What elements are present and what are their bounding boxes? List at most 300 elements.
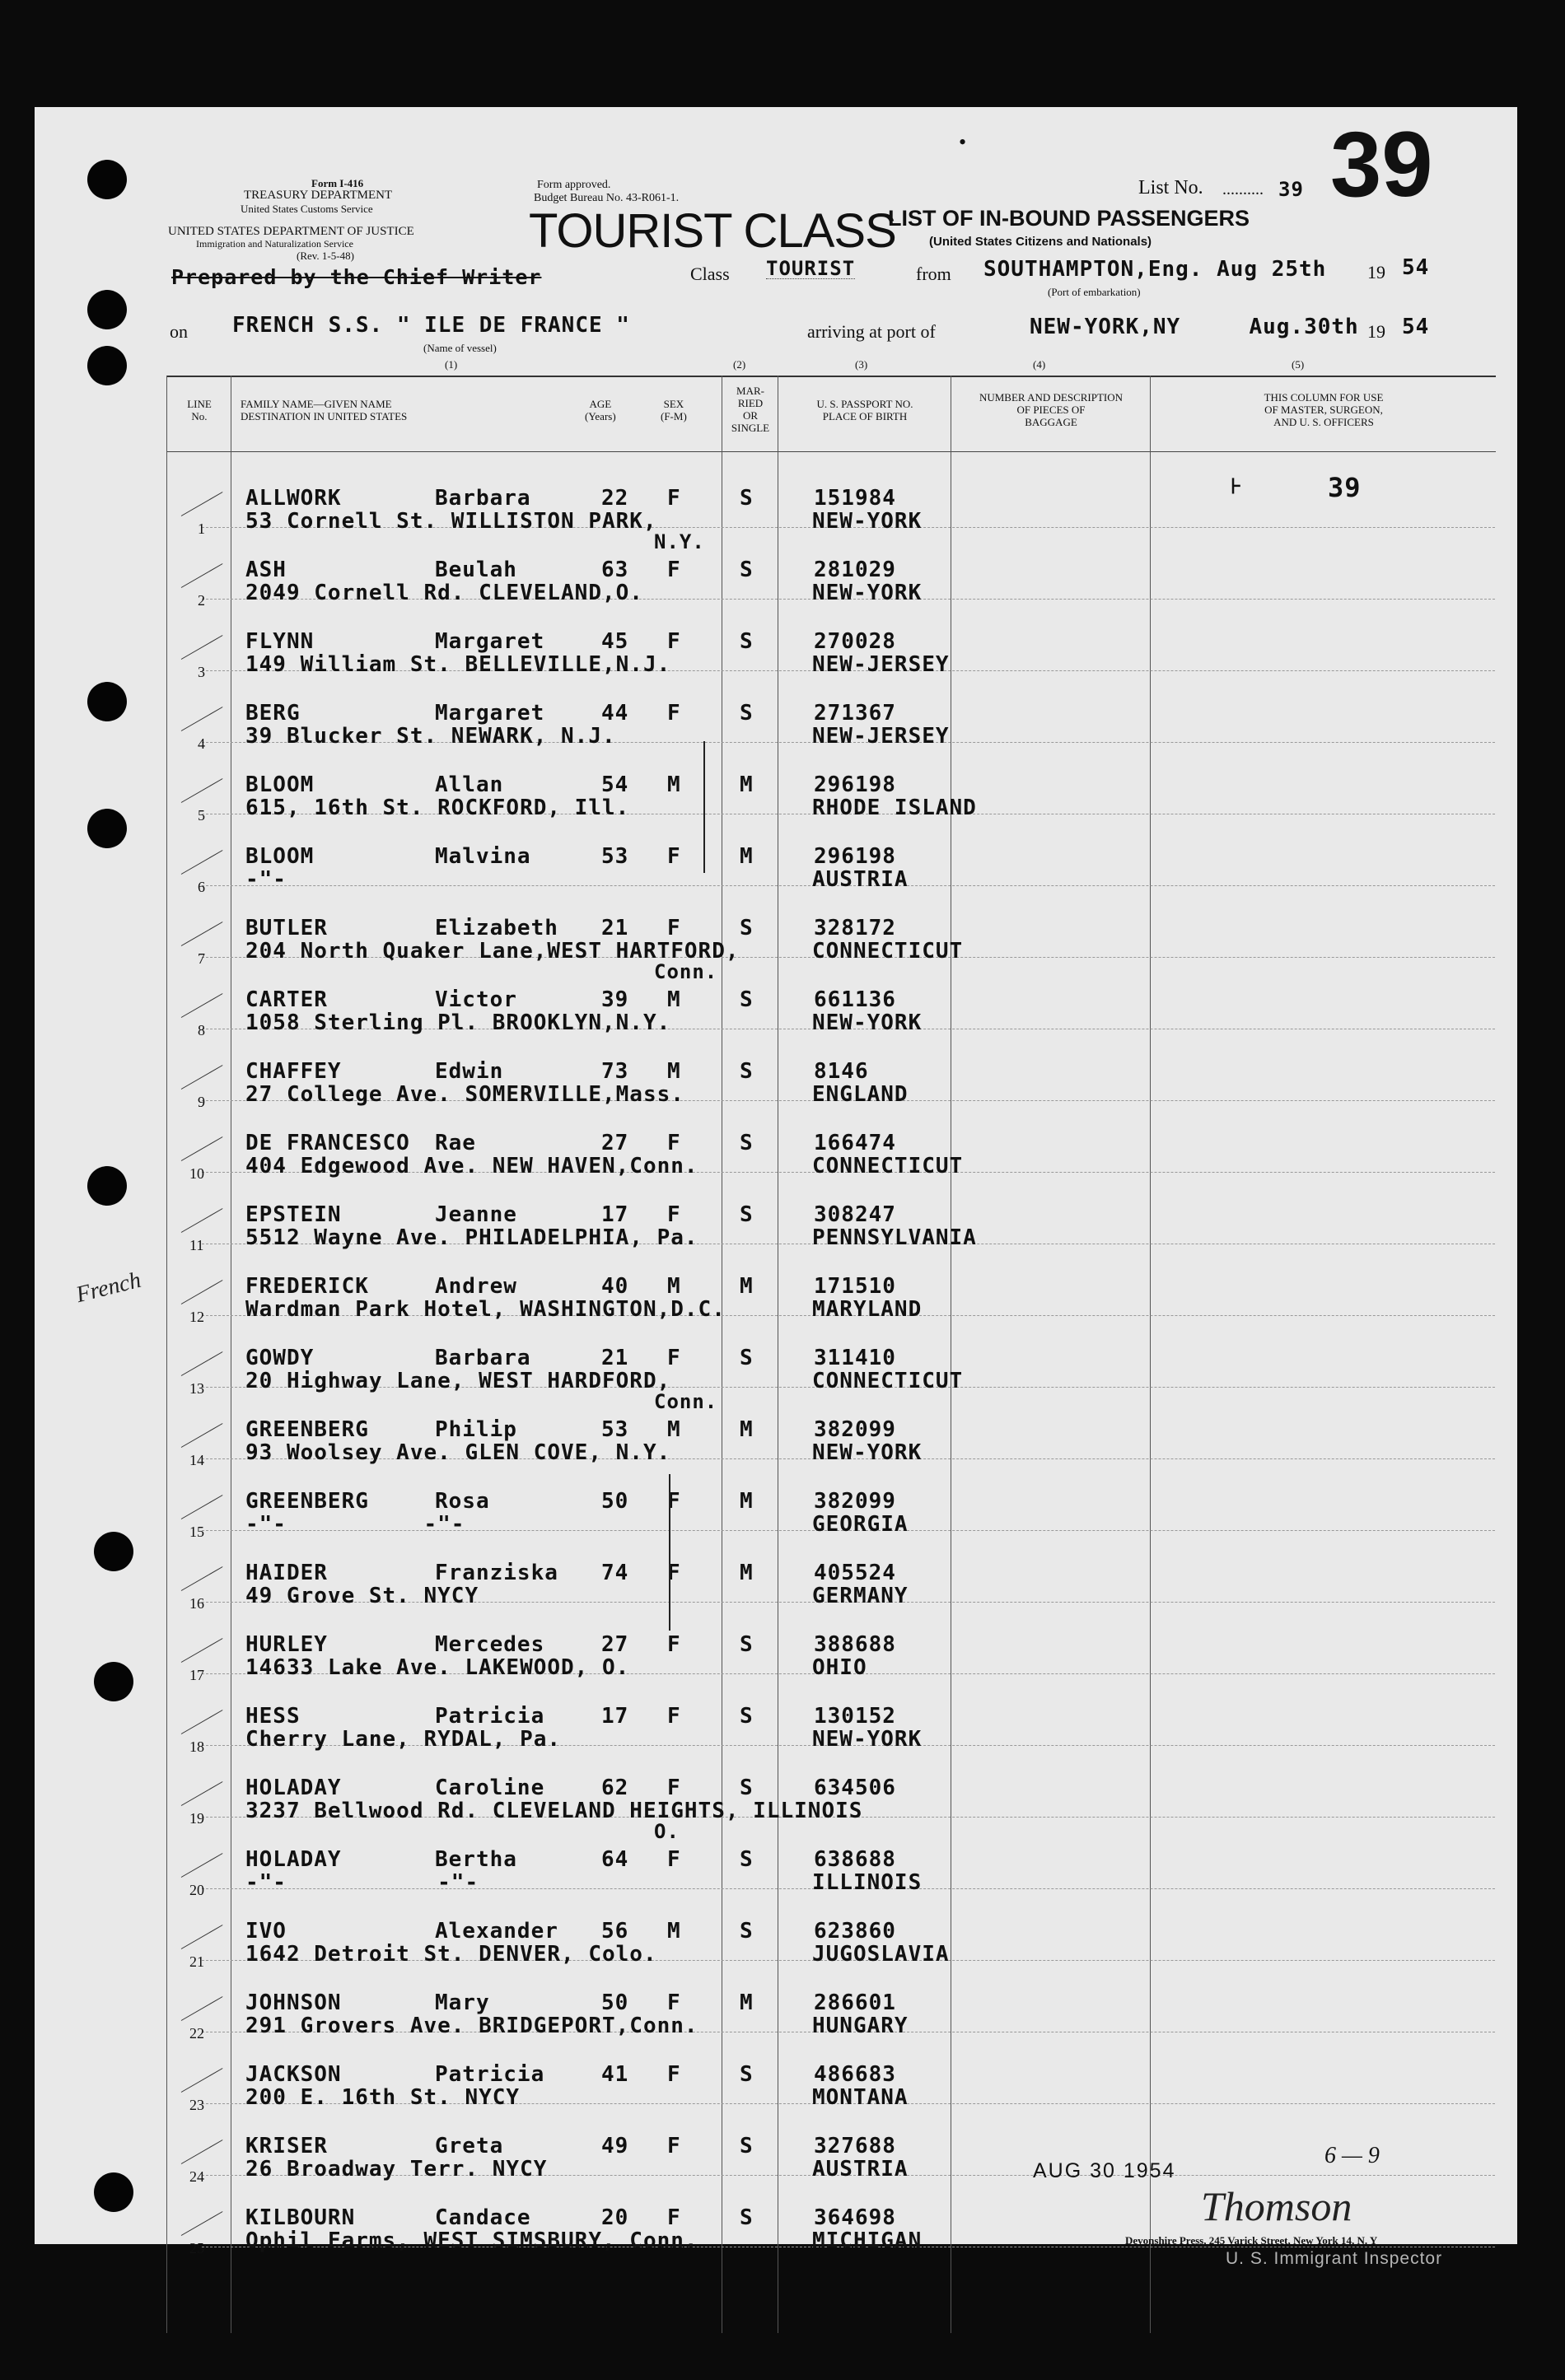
family-bracket	[703, 741, 705, 873]
punch-hole	[87, 1166, 127, 1206]
tally-tick	[181, 1136, 223, 1161]
destination-continued: Conn.	[654, 960, 718, 983]
age: 21	[601, 1346, 629, 1370]
family-name: HOLADAY	[245, 1847, 342, 1872]
destination: Wardman Park Hotel, WASHINGTON,D.C.	[245, 1297, 726, 1322]
tally-tick	[181, 492, 223, 516]
destination: 2049 Cornell Rd. CLEVELAND,O.	[245, 581, 643, 605]
given-name: Alexander	[435, 1919, 558, 1944]
passport-number: 281029	[814, 558, 896, 582]
age: 56	[601, 1919, 629, 1944]
place-of-birth: CONNECTICUT	[812, 1154, 964, 1178]
age: 22	[601, 486, 629, 511]
family-name: HOLADAY	[245, 1776, 342, 1800]
passport-number: 296198	[814, 844, 896, 869]
line-number: 16	[189, 1595, 204, 1612]
passport-number: 271367	[814, 701, 896, 726]
tally-tick	[181, 2140, 223, 2164]
class-value: TOURIST	[766, 257, 856, 280]
place-of-birth: GEORGIA	[812, 1512, 909, 1537]
tally-tick	[181, 1566, 223, 1591]
punch-hole	[94, 1532, 133, 1571]
family-name: JACKSON	[245, 2062, 342, 2087]
header-name-destination: FAMILY NAME—GIVEN NAME DESTINATION IN UNITED STATES	[241, 398, 408, 422]
place-of-birth: HUNGARY	[812, 2014, 909, 2038]
age: 20	[601, 2205, 629, 2230]
vessel-name: FRENCH S.S. " ILE DE FRANCE "	[232, 313, 630, 338]
marital-status: M	[740, 1561, 754, 1585]
marital-status: S	[740, 486, 754, 511]
age: 53	[601, 844, 629, 869]
given-name: Allan	[435, 772, 504, 797]
line-number: 9	[198, 1094, 205, 1110]
family-name: GREENBERG	[245, 1417, 369, 1442]
sex: F	[667, 558, 681, 582]
place-of-birth: MICHIGAN	[812, 2228, 923, 2253]
given-name: Jeanne	[435, 1202, 517, 1227]
marital-status: S	[740, 1632, 754, 1657]
marital-status: M	[740, 844, 754, 869]
place-of-birth: AUSTRIA	[812, 2157, 909, 2182]
passport-number: 382099	[814, 1489, 896, 1514]
list-no-big: 39	[1330, 113, 1433, 216]
header-bottom-rule	[166, 451, 1496, 452]
family-name: ALLWORK	[245, 486, 342, 511]
passport-number: 151984	[814, 486, 896, 511]
tally-tick	[181, 993, 223, 1018]
destination: 204 North Quaker Lane,WEST HARTFORD,	[245, 939, 740, 964]
marital-status: M	[740, 1489, 754, 1514]
vessel-caption: (Name of vessel)	[423, 342, 497, 354]
given-name: Greta	[435, 2134, 504, 2158]
sex: F	[667, 629, 681, 654]
destination: -"-	[245, 867, 287, 892]
margin-dot: •	[959, 130, 967, 154]
justice-dept: UNITED STATES DEPARTMENT OF JUSTICE	[168, 225, 414, 238]
destination: 200 E. 16th St. NYCY	[245, 2085, 521, 2110]
sex: F	[667, 2134, 681, 2158]
marital-status: S	[740, 916, 754, 940]
family-bracket	[669, 1474, 670, 1631]
customs-service: United States Customs Service	[241, 203, 373, 215]
place-of-birth: AUSTRIA	[812, 867, 909, 892]
place-of-birth: RHODE ISLAND	[812, 796, 977, 820]
passport-number: 328172	[814, 916, 896, 940]
place-of-birth: CONNECTICUT	[812, 939, 964, 964]
line-number: 4	[198, 735, 205, 752]
passport-number: 130152	[814, 1704, 896, 1729]
column-number-2: (2)	[733, 358, 746, 371]
list-no-dots: ..........	[1222, 180, 1264, 198]
destination: 3237 Bellwood Rd. CLEVELAND HEIGHTS, ILLINOIS	[245, 1799, 863, 1823]
ins-service: Immigration and Naturalization Service	[196, 238, 353, 250]
family-name: GOWDY	[245, 1346, 315, 1370]
line-number: 23	[189, 2097, 204, 2113]
age: 74	[601, 1561, 629, 1585]
line-number: 11	[189, 1237, 204, 1253]
column-number-5: (5)	[1292, 358, 1305, 371]
place-of-birth: NEW-YORK	[812, 1010, 923, 1035]
manifest-sheet	[35, 107, 1517, 2256]
destination: 49 Grove St. NYCY	[245, 1584, 479, 1608]
tally-tick	[181, 707, 223, 731]
line-number: 6	[198, 879, 205, 895]
column-number-3: (3)	[855, 358, 868, 371]
tally-tick	[181, 1280, 223, 1304]
given-name: Edwin	[435, 1059, 504, 1084]
family-name: BUTLER	[245, 916, 328, 940]
family-name: BLOOM	[245, 844, 315, 869]
tally-tick	[181, 922, 223, 946]
sex: M	[667, 1417, 681, 1442]
family-name: HESS	[245, 1704, 301, 1729]
line-number: 17	[189, 1667, 204, 1683]
sex: M	[667, 987, 681, 1012]
tally-tick	[181, 1638, 223, 1663]
family-name: HURLEY	[245, 1632, 328, 1657]
given-name: Bertha	[435, 1847, 517, 1872]
given-name: Barbara	[435, 486, 531, 511]
table-left-border	[166, 376, 167, 2333]
age: 73	[601, 1059, 629, 1084]
age: 40	[601, 1274, 629, 1299]
tally-tick	[181, 1065, 223, 1090]
tally-tick	[181, 1495, 223, 1519]
sex: M	[667, 772, 681, 797]
family-name: JOHNSON	[245, 1990, 342, 2015]
age: 64	[601, 1847, 629, 1872]
line-number: 7	[198, 950, 205, 967]
line-number: 12	[189, 1309, 204, 1325]
place-of-birth: ILLINOIS	[812, 1870, 923, 1895]
given-name: Caroline	[435, 1776, 545, 1800]
passport-number: 171510	[814, 1274, 896, 1299]
marital-status: M	[740, 772, 754, 797]
place-of-birth: NEW-JERSEY	[812, 652, 950, 677]
destination: 27 College Ave. SOMERVILLE,Mass.	[245, 1082, 684, 1107]
given-name: Mary	[435, 1990, 490, 2015]
arriving-label: arriving at port of	[807, 321, 936, 342]
line-number: 14	[189, 1452, 204, 1468]
marital-status: S	[740, 2205, 754, 2230]
sex: F	[667, 1202, 681, 1227]
sex: M	[667, 1059, 681, 1084]
given-name: Rosa	[435, 1489, 490, 1514]
family-name: KILBOURN	[245, 2205, 356, 2230]
place-of-birth: NEW-YORK	[812, 509, 923, 534]
family-name: ASH	[245, 558, 287, 582]
sex: F	[667, 1704, 681, 1729]
line-number: 8	[198, 1022, 205, 1038]
passport-number: 166474	[814, 1131, 896, 1155]
line-number: 15	[189, 1524, 204, 1540]
passport-number: 8146	[814, 1059, 869, 1084]
tally-tick	[181, 850, 223, 875]
destination: 26 Broadway Terr. NYCY	[245, 2157, 548, 2182]
place-of-birth: MARYLAND	[812, 1297, 923, 1322]
punch-hole	[87, 809, 127, 848]
line-number: 18	[189, 1738, 204, 1755]
destination: 20 Highway Lane, WEST HARDFORD,	[245, 1369, 671, 1393]
line-number: 19	[189, 1810, 204, 1827]
given-name: Franziska	[435, 1561, 558, 1585]
family-name: HAIDER	[245, 1561, 328, 1585]
age: 45	[601, 629, 629, 654]
line-number: 21	[189, 1953, 204, 1970]
place-of-birth: CONNECTICUT	[812, 1369, 964, 1393]
age: 62	[601, 1776, 629, 1800]
tally-tick	[181, 2068, 223, 2093]
marital-status: S	[740, 1919, 754, 1944]
line-number: 1	[198, 520, 205, 537]
tally-tick	[181, 1925, 223, 1949]
form-number: Form I-416	[311, 177, 364, 189]
tally-tick	[181, 1710, 223, 1734]
place-of-birth: JUGOSLAVIA	[812, 1942, 950, 1967]
destination: 53 Cornell St. WILLISTON PARK,	[245, 509, 657, 534]
destination: 1058 Sterling Pl. BROOKLYN,N.Y.	[245, 1010, 671, 1035]
given-name: Patricia	[435, 2062, 545, 2087]
punch-hole	[87, 346, 127, 385]
year-prefix-1: 19	[1367, 262, 1385, 282]
table-top-rule	[166, 376, 1496, 377]
place-of-birth: PENNSYLVANIA	[812, 1225, 977, 1250]
given-name: Rae	[435, 1131, 476, 1155]
age: 21	[601, 916, 629, 940]
marital-status: S	[740, 987, 754, 1012]
family-name: GREENBERG	[245, 1489, 369, 1514]
class-label: Class	[690, 264, 730, 284]
given-name: Mercedes	[435, 1632, 545, 1657]
line-number: 10	[189, 1165, 204, 1182]
passport-number: 634506	[814, 1776, 896, 1800]
destination: 14633 Lake Ave. LAKEWOOD, O.	[245, 1655, 630, 1680]
sex: F	[667, 2205, 681, 2230]
tally-tick	[181, 2211, 223, 2236]
from-value: SOUTHAMPTON,Eng. Aug 25th	[983, 257, 1327, 282]
inspector-title: U. S. Immigrant Inspector	[1226, 2249, 1443, 2268]
destination: -"- -"-	[245, 1512, 465, 1537]
handwritten-annotation: French	[73, 1267, 144, 1309]
tally-tick	[181, 1351, 223, 1376]
given-name: Barbara	[435, 1346, 531, 1370]
tally-tick	[181, 1996, 223, 2021]
place-of-birth: OHIO	[812, 1655, 867, 1680]
sex: F	[667, 1131, 681, 1155]
sex: F	[667, 1776, 681, 1800]
punch-hole	[87, 682, 127, 721]
marital-status: M	[740, 1990, 754, 2015]
marital-status: S	[740, 1202, 754, 1227]
age: 49	[601, 2134, 629, 2158]
punch-hole	[87, 290, 127, 329]
rev-date: (Rev. 1-5-48)	[297, 250, 354, 262]
sex: F	[667, 1346, 681, 1370]
sex: F	[667, 1489, 681, 1514]
sex: M	[667, 1919, 681, 1944]
destination: 291 Grovers Ave. BRIDGEPORT,Conn.	[245, 2014, 698, 2038]
destination: 149 William St. BELLEVILLE,N.J.	[245, 652, 671, 677]
tally-tick	[181, 1853, 223, 1878]
list-no-value: 39	[1278, 178, 1304, 201]
age: 53	[601, 1417, 629, 1442]
punch-hole	[87, 160, 127, 199]
family-name: DE FRANCESCO	[245, 1131, 410, 1155]
marital-status: S	[740, 1847, 754, 1872]
passport-number: 623860	[814, 1919, 896, 1944]
place-of-birth: NEW-YORK	[812, 1440, 923, 1465]
given-name: Andrew	[435, 1274, 517, 1299]
destination: -"- -"-	[245, 1870, 479, 1895]
passport-number: 382099	[814, 1417, 896, 1442]
line-number: 3	[198, 664, 205, 680]
given-name: Beulah	[435, 558, 517, 582]
line-number: 5	[198, 807, 205, 824]
manifest-title: LIST OF IN-BOUND PASSENGERS	[888, 206, 1250, 231]
tourist-class-stamp: TOURIST CLASS	[529, 204, 896, 258]
age: 44	[601, 701, 629, 726]
destination-continued: O.	[654, 1820, 680, 1843]
age: 17	[601, 1704, 629, 1729]
sex: F	[667, 486, 681, 511]
officers-note: 39	[1328, 472, 1362, 503]
sex: M	[667, 1274, 681, 1299]
destination: 5512 Wayne Ave. PHILADELPHIA, Pa.	[245, 1225, 698, 1250]
arrival-value: NEW-YORK,NY Aug.30th	[1030, 315, 1359, 339]
sex: F	[667, 1990, 681, 2015]
line-number: 13	[189, 1380, 204, 1397]
passport-number: 486683	[814, 2062, 896, 2087]
year-1: 54	[1402, 255, 1430, 280]
place-of-birth: MONTANA	[812, 2085, 909, 2110]
divider-officers	[1150, 376, 1151, 2333]
prepared-by: Prepared by the Chief Writer	[171, 265, 542, 289]
destination: 39 Blucker St. NEWARK, N.J.	[245, 724, 616, 749]
passport-number: 286601	[814, 1990, 896, 2015]
destination-continued: Conn.	[654, 1390, 718, 1413]
year-prefix-2: 19	[1367, 321, 1385, 342]
passport-number: 270028	[814, 629, 896, 654]
destination: 93 Woolsey Ave. GLEN COVE, N.Y.	[245, 1440, 671, 1465]
destination: 615, 16th St. ROCKFORD, Ill.	[245, 796, 630, 820]
sex: F	[667, 701, 681, 726]
passport-number: 405524	[814, 1561, 896, 1585]
destination: 404 Edgewood Ave. NEW HAVEN,Conn.	[245, 1154, 698, 1178]
family-name: IVO	[245, 1919, 287, 1944]
list-no-label: List No.	[1138, 177, 1203, 198]
family-name: CARTER	[245, 987, 328, 1012]
passport-number: 364698	[814, 2205, 896, 2230]
destination: 1642 Detroit St. DENVER, Colo.	[245, 1942, 657, 1967]
marital-status: S	[740, 701, 754, 726]
header-officers: THIS COLUMN FOR USE OF MASTER, SURGEON, AND U. S. OFFICERS	[1264, 391, 1384, 428]
destination: Ophil Farms, WEST SIMSBURY, Conn.	[245, 2228, 698, 2253]
passport-number: 661136	[814, 987, 896, 1012]
place-of-birth: NEW-YORK	[812, 1727, 923, 1752]
destination-continued: N.Y.	[654, 530, 705, 553]
line-number: 22	[189, 2025, 204, 2042]
marital-status: S	[740, 1059, 754, 1084]
inspector-signature: Thomson	[1201, 2183, 1352, 2229]
age: 17	[601, 1202, 629, 1227]
header-passport-birth: U. S. PASSPORT NO. PLACE OF BIRTH	[816, 398, 913, 422]
marital-status: S	[740, 1346, 754, 1370]
given-name: Elizabeth	[435, 916, 558, 940]
age: 50	[601, 1990, 629, 2015]
age: 54	[601, 772, 629, 797]
on-label: on	[170, 321, 188, 342]
family-name: EPSTEIN	[245, 1202, 342, 1227]
form-approved: Form approved.	[537, 179, 611, 191]
sex: F	[667, 1847, 681, 1872]
place-of-birth: GERMANY	[812, 1584, 909, 1608]
passport-number: 296198	[814, 772, 896, 797]
given-name: Margaret	[435, 629, 545, 654]
treasury-dept: TREASURY DEPARTMENT	[244, 189, 393, 202]
header-sex: SEX (F-M)	[661, 398, 687, 422]
tally-tick	[181, 1423, 223, 1448]
port-embarkation-caption: (Port of embarkation)	[1048, 286, 1141, 298]
given-name: Victor	[435, 987, 517, 1012]
given-name: Malvina	[435, 844, 531, 869]
from-label: from	[916, 264, 951, 284]
header-line-no: LINE No.	[187, 398, 212, 422]
place-of-birth: ENGLAND	[812, 1082, 909, 1107]
given-name: Patricia	[435, 1704, 545, 1729]
date-stamp: AUG 30 1954	[1033, 2159, 1176, 2182]
punch-hole	[94, 1662, 133, 1701]
sex: F	[667, 2062, 681, 2087]
marital-status: S	[740, 2134, 754, 2158]
age: 41	[601, 2062, 629, 2087]
marital-status: S	[740, 2062, 754, 2087]
given-name: Margaret	[435, 701, 545, 726]
family-name: KRISER	[245, 2134, 328, 2158]
tally-tick	[181, 1208, 223, 1233]
family-name: BERG	[245, 701, 301, 726]
sex: F	[667, 916, 681, 940]
age: 27	[601, 1632, 629, 1657]
line-number: 24	[189, 2168, 204, 2185]
printer-imprint: Devonshire Press, 245 Varick Street, New York 14, N. Y	[1125, 2234, 1378, 2247]
passport-number: 388688	[814, 1632, 896, 1657]
header-baggage: NUMBER AND DESCRIPTION OF PIECES OF BAGGAGE	[979, 391, 1124, 428]
sex: F	[667, 844, 681, 869]
sex: F	[667, 1561, 681, 1585]
marital-status: M	[740, 1417, 754, 1442]
given-name: Philip	[435, 1417, 517, 1442]
given-name: Candace	[435, 2205, 531, 2230]
year-2: 54	[1402, 315, 1430, 339]
family-name: FREDERICK	[245, 1274, 369, 1299]
tally-tick	[181, 778, 223, 803]
destination: Cherry Lane, RYDAL, Pa.	[245, 1727, 562, 1752]
age: 50	[601, 1489, 629, 1514]
manifest-subtitle: (United States Citizens and Nationals)	[929, 235, 1152, 249]
marital-status: M	[740, 1274, 754, 1299]
tally-tick	[181, 563, 223, 588]
line-number: 20	[189, 1882, 204, 1898]
header-married-single: MAR- RIED OR SINGLE	[731, 385, 770, 434]
marital-status: S	[740, 1704, 754, 1729]
family-name: BLOOM	[245, 772, 315, 797]
column-number-1: (1)	[445, 358, 458, 371]
passport-number: 311410	[814, 1346, 896, 1370]
age: 27	[601, 1131, 629, 1155]
marital-status: S	[740, 558, 754, 582]
place-of-birth: NEW-JERSEY	[812, 724, 950, 749]
age: 63	[601, 558, 629, 582]
